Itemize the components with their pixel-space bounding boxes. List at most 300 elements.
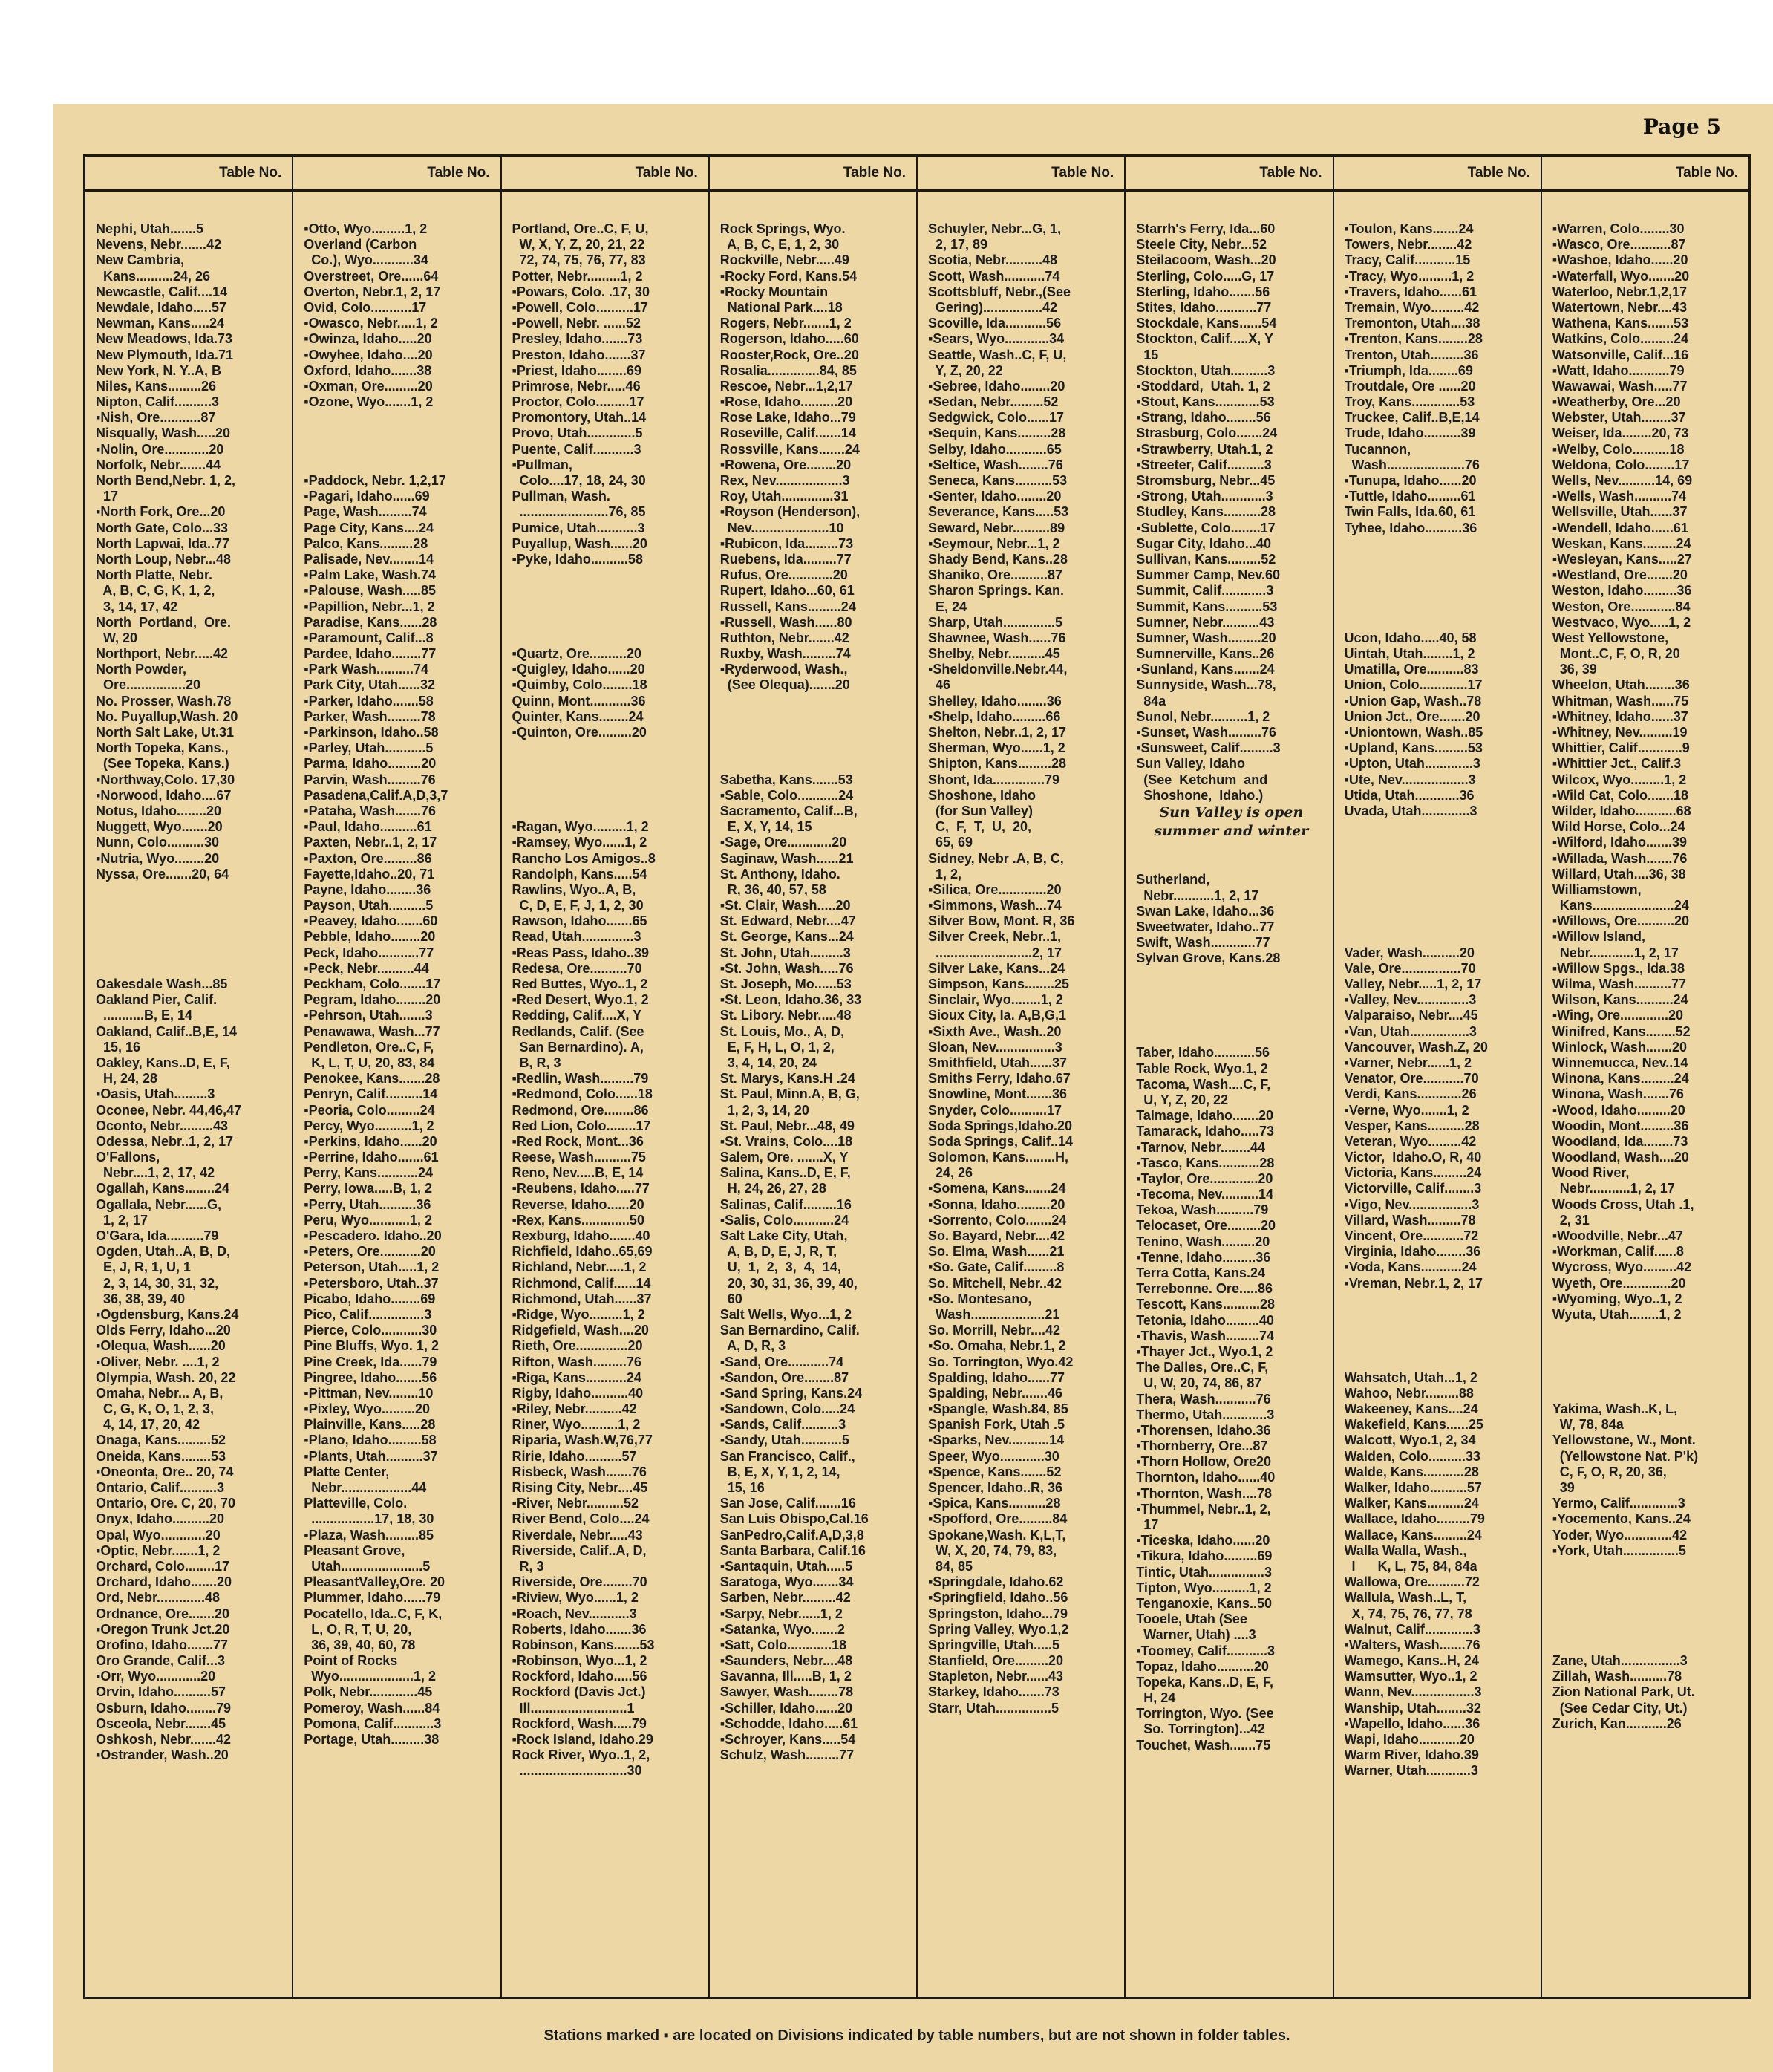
station-entry: 15, 16 [719,1480,765,1495]
station-entry: New Meadows, Ida.73 [96,331,233,347]
station-entry: Ruthton, Nebr.......42 [719,630,849,645]
station-entry: Towers, Nebr........42 [1344,237,1472,253]
station-entry: Winona, Wash.......76 [1552,1087,1684,1102]
station-entry: Wallula, Wash..L, T, [1344,1590,1467,1606]
station-entry: ▪Somena, Kans.......24 [928,1181,1066,1196]
station-entry: Platteville, Colo. [304,1496,408,1511]
station-entry [1345,819,1535,835]
station-entry: Venator, Ore...........70 [1344,1071,1479,1087]
station-entry: ▪Van, Utah................3 [1344,1023,1477,1039]
station-entry: Plainville, Kans.....28 [304,1417,436,1433]
station-entry [1345,898,1535,913]
station-entry: 72, 74, 75, 76, 77, 83 [512,253,646,268]
station-entry: Vader, Wash..........20 [1344,945,1475,960]
station-entry: Orofino, Idaho.......77 [96,1637,229,1652]
station-entry: Tintic, Utah...............3 [1136,1564,1272,1580]
station-entry: Scottsbluff, Nebr.,(See [928,284,1071,299]
station-entry [304,410,494,426]
station-entry: Palco, Kans.........28 [304,535,428,551]
station-entry: Weston, Ore............84 [1552,599,1691,614]
station-entry: Seneca, Kans..........53 [928,473,1068,488]
station-entry: Whitman, Wash......75 [1552,693,1689,708]
station-entry: Sterling, Colo.....G, 17 [1136,268,1275,284]
station-entry: San Jose, Calif.......16 [719,1496,856,1511]
station-entry: Springston, Idaho...79 [928,1606,1068,1621]
index-column [918,157,1126,1997]
station-entry: Vale, Ore................70 [1344,960,1476,976]
station-entry [1345,929,1535,945]
station-entry: Rufus, Ore............20 [719,567,848,583]
station-entry: Peru, Wyo...........1, 2 [304,1212,432,1228]
station-entry: Onaga, Kans.........52 [96,1433,226,1448]
station-entry: Orvin, Idaho..........57 [96,1684,226,1700]
station-entry: North Topeka, Kans., [96,740,229,756]
station-entry: ▪Sunsweet, Calif.........3 [1136,740,1281,756]
station-entry: Tipton, Wyo..........1, 2 [1136,1580,1272,1595]
station-entry: ▪Tunupa, Idaho......20 [1344,473,1477,488]
station-entry: ▪Sebree, Idaho........20 [928,378,1065,394]
station-entry: Yoder, Wyo.............42 [1552,1527,1688,1542]
station-entry: Salt Wells, Wyo...1, 2 [719,1306,852,1322]
station-entry: Kans..........24, 26 [96,268,211,284]
station-entry: ▪Peavey, Idaho.......60 [304,913,438,929]
station-entry: Ogallala, Nebr......G, [96,1196,222,1212]
station-entry: Victoria, Kans.........24 [1344,1165,1482,1181]
station-entry: Pullman, Wash. [512,489,610,504]
station-entry: ▪Oneonta, Ore.. 20, 74 [96,1464,234,1479]
station-entry: ▪Quigley, Idaho......20 [512,662,645,677]
station-entry: ▪Optic, Nebr.......1, 2 [96,1542,221,1558]
station-entry: Richfield, Idaho..65,69 [512,1244,653,1260]
station-entry: Parvin, Wash.........76 [304,772,436,787]
station-entry: The Dalles, Ore..C, F, [1136,1360,1269,1375]
station-entry: E, J, R, 1, U, 1 [96,1260,192,1275]
station-entry: ▪Vigo, Nev.................3 [1344,1196,1480,1212]
station-entry: ▪Pescadero. Idaho..20 [304,1228,442,1243]
station-entry: ▪Wasco, Ore...........87 [1552,237,1686,253]
station-entry: O'Fallons, [96,1150,160,1165]
station-entry: Sabetha, Kans.......53 [719,772,853,787]
station-entry: (See Olequa).......20 [719,677,850,693]
station-entry: Olds Ferry, Idaho...20 [96,1323,231,1338]
station-entry [512,599,702,615]
station-entry: Roy, Utah..............31 [719,489,849,504]
station-entry: ▪Upton, Utah.............3 [1344,756,1480,772]
station-entry: ▪Ute, Nev..................3 [1344,772,1476,787]
station-entry [1552,1622,1743,1638]
station-entry: Spanish Fork, Utah .5 [928,1417,1065,1433]
station-entry: ▪Voda, Kans...........24 [1344,1260,1477,1275]
station-entry [1345,867,1535,882]
station-entry: Nebr............1, 2, 17 [1552,945,1679,960]
station-entry: Schuyler, Nebr...G, 1, [928,221,1062,236]
station-entry: Stockton, Utah..........3 [1136,362,1276,378]
station-entry: St. Louis, Mo., A, D, [719,1023,845,1039]
station-entry: Peck, Idaho...........77 [304,945,434,960]
station-entry: Promontory, Utah..14 [512,410,647,426]
station-entry: ▪Strong, Utah............3 [1136,489,1273,504]
station-entry: U, W, 20, 74, 86, 87 [1136,1375,1262,1391]
station-entry: Rawlins, Wyo..A, B, [512,882,636,897]
index-column [502,157,710,1997]
station-entry: St. George, Kans...24 [719,929,854,945]
station-entry: Watsonville, Calif...16 [1552,347,1689,362]
station-entry: Redmond, Ore........86 [512,1102,649,1118]
station-entry [1552,1606,1743,1622]
station-entry: Starr, Utah...............5 [928,1700,1059,1716]
station-entry: ▪Reas Pass, Idaho..39 [512,945,649,960]
station-entry: Redesa, Ore..........70 [512,960,642,976]
station-entry: Pasadena,Calif.A,D,3,7 [304,787,448,803]
station-entry: Walnut, Calif.............3 [1344,1621,1480,1637]
station-entry: ▪Park Wash..........74 [304,662,429,677]
station-entry: ▪Rubicon, Ida.........73 [719,535,854,551]
station-entry: Tucannon, [1344,441,1411,457]
station-entry: ▪Willada, Wash.......76 [1552,850,1688,866]
station-entry: 2, 3, 14, 30, 31, 32, [96,1275,219,1291]
station-entry: Oro Grande, Calif...3 [96,1653,226,1669]
station-entry: Taber, Idaho...........56 [1136,1045,1270,1061]
station-entry: Shelton, Nebr..1, 2, 17 [928,725,1067,740]
station-entry: ▪Springfield, Idaho..56 [928,1590,1068,1606]
station-entry: Kans......................24 [1552,898,1689,913]
station-entry: So. Morrill, Nebr....42 [928,1323,1061,1338]
station-entry [1345,851,1535,867]
station-entry: ▪Saunders, Nebr....48 [719,1653,853,1669]
station-entry: ▪Thorn Hollow, Ore20 [1136,1454,1271,1470]
station-entry: Wathena, Kans.......53 [1552,316,1689,331]
station-entry: Gering)................42 [928,299,1058,315]
station-entry: Pierce, Colo...........30 [304,1323,437,1338]
station-entry: C, F, T, U, 20, [928,819,1032,835]
station-entry: Parma, Idaho.........20 [304,756,437,772]
station-entry: Ridgefield, Wash....20 [512,1323,649,1338]
station-entry: Nuggett, Wyo.......20 [96,819,223,835]
station-entry: Wyeth, Ore.............20 [1552,1275,1686,1291]
column-header: Table No. [502,157,708,192]
station-entry: ▪Ozone, Wyo.......1, 2 [304,394,434,410]
station-entry: West Yellowstone, [1552,630,1669,645]
station-entry: Snyder, Colo..........17 [928,1102,1062,1118]
station-entry: Ord, Nebr.............48 [96,1590,221,1606]
station-entry: Picabo, Idaho........69 [304,1291,436,1306]
station-entry: Rifton, Wash.........76 [512,1354,641,1369]
index-column [293,157,501,1997]
station-entry: Sumner, Nebr..........43 [1136,614,1275,630]
station-entry: Wilder, Idaho...........68 [1552,803,1691,818]
station-entry: Walde, Kans...........28 [1344,1464,1479,1479]
station-entry: Rossville, Kans.......24 [719,441,860,457]
station-entry: Wahoo, Nebr.........88 [1344,1385,1474,1401]
station-entry: ▪Papillion, Nebr...1, 2 [304,599,435,614]
station-entry: Tacoma, Wash....C, F, [1136,1076,1271,1092]
station-entry: Trenton, Utah.........36 [1344,347,1479,362]
index-column [1126,157,1333,1997]
station-entry: ▪Ogdensburg, Kans.24 [96,1306,239,1322]
index-column [1542,157,1748,1997]
station-entry: Shady Bend, Kans..28 [928,551,1068,567]
column-entries [1542,192,1748,1732]
station-entry: ▪Whitney, Nev.........19 [1552,725,1688,740]
station-entry [1345,552,1535,567]
station-entry [304,426,494,441]
station-entry: ▪Pittman, Nev........10 [304,1385,434,1401]
station-entry: Twin Falls, Ida.60, 61 [1344,504,1476,520]
station-entry [512,631,702,646]
station-entry: ▪St. Vrains, Colo....18 [719,1133,853,1149]
station-entry [1345,1307,1535,1323]
station-entry: W, X, Y, Z, 20, 21, 22 [512,237,645,253]
station-entry: Walker, Kans..........24 [1344,1496,1479,1511]
station-entry: ▪Toulon, Kans.......24 [1344,221,1474,236]
station-entry: Rising City, Nebr....45 [512,1480,648,1495]
station-entry: ▪Parkinson, Idaho..58 [304,725,439,740]
station-entry: ▪Schroyer, Kans.....54 [719,1732,856,1747]
station-entry: Rigby, Idaho..........40 [512,1385,644,1401]
column-header: Table No. [1542,157,1748,192]
station-entry: Winlock, Wash.......20 [1552,1039,1687,1055]
station-entry: Norfolk, Nebr.......44 [96,457,221,472]
station-entry: Tremain, Wyo.........42 [1344,299,1480,315]
station-entry: Stites, Idaho...........77 [1136,299,1272,315]
station-entry: ▪Uniontown, Wash..85 [1344,725,1483,740]
station-entry: Sunol, Nebr..........1, 2 [1136,708,1270,724]
station-entry: Sugar City, Idaho...40 [1136,535,1271,551]
index-column [85,157,293,1997]
station-entry: ▪Stoddard, Utah. 1, 2 [1136,378,1270,394]
station-entry: 84, 85 [928,1558,973,1574]
station-entry: Winnemucca, Nev..14 [1552,1055,1688,1070]
station-entry [1345,1323,1535,1338]
station-entry: Quinn, Mont...........36 [512,693,646,708]
station-entry: (See Topeka, Kans.) [96,756,229,772]
station-entry [304,442,494,457]
station-entry: ▪Senter, Idaho........20 [928,489,1062,504]
station-entry: Spencer, Idaho..R, 36 [928,1480,1063,1495]
station-entry: Paxten, Nebr..1, 2, 17 [304,835,437,850]
station-entry: Shoshone, Idaho.) [1136,787,1264,803]
station-entry: ▪Silica, Ore.............20 [928,882,1062,897]
station-entry: Penryn, Calif..........14 [304,1087,438,1102]
station-entry: Osburn, Idaho........79 [96,1700,232,1716]
station-entry: A, B, C, G, K, 1, 2, [96,583,215,599]
station-entry: Wheelon, Utah........36 [1552,677,1690,693]
station-entry: X, 74, 75, 76, 77, 78 [1344,1606,1472,1621]
station-entry: ▪Paddock, Nebr. 1,2,17 [304,473,446,488]
station-entry: Preston, Idaho.......37 [512,347,646,362]
station-entry: St. John, Utah.........3 [719,945,851,960]
station-entry: Scoville, Ida...........56 [928,316,1062,331]
station-entry: Trude, Idaho..........39 [1344,426,1476,441]
station-entry: Stockdale, Kans......54 [1136,316,1277,331]
station-entry: 20, 30, 31, 36, 39, 40, [719,1275,858,1291]
station-entry: Sacramento, Calif...B, [719,803,858,818]
station-entry: Vesper, Kans..........28 [1344,1118,1480,1133]
station-entry: Onyx, Idaho..........20 [96,1511,225,1527]
station-entry: ▪Sand, Ore...........74 [719,1354,844,1369]
station-entry: Payson, Utah..........5 [304,898,434,913]
station-entry [1345,599,1535,615]
station-entry: Soda Springs, Calif..14 [928,1133,1074,1149]
station-entry: Pleasant Grove, [304,1542,405,1558]
station-entry [1552,1638,1743,1653]
station-entry: ▪Riga, Kans...........24 [512,1369,641,1385]
station-entry: Summer Camp, Nev.60 [1136,567,1280,583]
station-entry: Newdale, Idaho.....57 [96,299,227,315]
station-entry: Utah......................5 [304,1558,431,1574]
station-entry: Rescoe, Nebr...1,2,17 [719,378,853,394]
station-entry [720,725,910,740]
station-entry [720,709,910,725]
station-entry: Pine Creek, Ida......79 [304,1354,437,1369]
station-entry: Williamstown, [1552,882,1642,897]
station-entry: Wycross, Wyo.........42 [1552,1260,1692,1275]
station-entry: Nunn, Colo..........30 [96,835,220,850]
station-entry: Wash....................21 [928,1306,1060,1322]
station-entry: ▪Willow Island, [1552,929,1645,945]
station-entry: Yellowstone, W., Mont. [1552,1433,1696,1448]
station-entry [512,740,702,756]
station-entry: Sumnerville, Kans..26 [1136,646,1275,662]
station-entry: ▪Willows, Ore..........20 [1552,913,1690,929]
station-entry: ▪Schodde, Idaho.....61 [719,1716,858,1731]
station-entry: No. Puyallup,Wash. 20 [96,708,238,724]
station-entry: 17 [1136,1517,1159,1532]
station-entry: Overton, Nebr.1, 2, 17 [304,284,441,299]
station-entry: National Park....18 [719,299,843,315]
station-entry: 3, 14, 17, 42 [96,599,178,614]
station-entry [512,583,702,599]
station-entry: Starrh's Ferry, Ida...60 [1136,221,1276,236]
station-entry: ▪Sage, Ore............20 [719,835,847,850]
station-entry: ▪Plano, Idaho.........58 [304,1433,437,1448]
station-entry: ▪Plaza, Wash.........85 [304,1527,434,1542]
station-entry: ▪Whitney, Idaho......37 [1552,708,1688,724]
station-entry: A, B, C, E, 1, 2, 30 [719,237,840,253]
station-entry: Overland (Carbon [304,237,417,253]
station-entry: H, 24 [1136,1690,1176,1706]
station-entry: Wapi, Idaho...........20 [1344,1732,1475,1747]
station-entry: Presley, Idaho.......73 [512,331,643,347]
station-entry: Seward, Nebr..........89 [928,520,1065,535]
station-entry: ▪Sands, Calif..........3 [719,1417,846,1433]
station-entry: ▪Sand Spring, Kans.24 [719,1385,863,1401]
station-entry: New Cambria, [96,253,185,268]
station-entry: St. Anthony, Idaho. [719,866,840,882]
station-entry: ▪Woodville, Nebr...47 [1552,1228,1683,1243]
station-entry: Rockford, Wash.....79 [512,1716,647,1731]
station-entry: So. Mitchell, Nebr..42 [928,1275,1062,1291]
station-entry: ▪Peck, Nebr..........44 [304,960,429,976]
station-entry: Rogerson, Idaho.....60 [719,331,859,347]
station-entry: ▪Tikura, Idaho.........69 [1136,1548,1273,1564]
station-entry: Sloan, Nev................3 [928,1039,1062,1055]
station-entry: Vancouver, Wash.Z, 20 [1344,1039,1488,1055]
station-entry: Oakesdale Wash...85 [96,977,228,991]
station-entry: Primrose, Nebr.....46 [512,378,641,394]
station-entry: ▪Wing, Ore.............20 [1552,1008,1684,1023]
station-entry: ▪Varner, Nebr......1, 2 [1344,1055,1472,1070]
station-entry: Stapleton, Nebr......43 [928,1669,1064,1684]
station-entry: C, G, K, O, 1, 2, 3, [96,1401,215,1417]
station-entry: .............................30 [512,1763,642,1779]
station-entry: ▪Sublette, Colo........17 [1136,520,1276,535]
station-entry: Tracy, Calif...........15 [1344,253,1471,268]
column-entries [293,192,500,1747]
station-entry: Riverside, Calif..A, D, [512,1542,647,1558]
station-entry: Notus, Idaho........20 [96,803,222,818]
station-entry: Pomeroy, Wash......84 [304,1700,440,1716]
station-entry [96,961,286,977]
station-entry: L, O, R, T, U, 20, [304,1621,412,1637]
station-entry: So. Bayard, Nebr....42 [928,1228,1065,1243]
station-entry: Woodin, Mont.........36 [1552,1118,1689,1133]
station-entry: ▪Reubens, Idaho.....77 [512,1181,650,1196]
station-entry [1552,1386,1743,1401]
station-entry: ▪Taylor, Ore.............20 [1136,1170,1273,1186]
station-entry: Wamego, Kans..H, 24 [1344,1653,1479,1669]
station-entry: ▪Sequin, Kans.........28 [928,426,1066,441]
station-entry: 15, 16 [96,1039,141,1055]
station-entry: Ririe, Idaho..........57 [512,1448,637,1464]
station-entry: Yakima, Wash..K, L, [1552,1401,1678,1417]
station-entry: ▪Red Rock, Mont...36 [512,1133,644,1149]
station-entry: Spalding, Idaho......77 [928,1369,1065,1385]
station-entry: Salem, Ore. .......X, Y [719,1150,849,1165]
station-entry: Niles, Kans.........26 [96,378,217,394]
station-entry: ▪Washoe, Idaho......20 [1552,253,1688,268]
station-entry: Quinter, Kans........24 [512,708,644,724]
station-entry: Weldona, Colo........17 [1552,457,1690,472]
station-entry: Valley, Nebr.....1, 2, 17 [1344,977,1482,991]
column-entries [1334,192,1541,1779]
station-entry: ▪Satt, Colo............18 [719,1637,847,1652]
station-entry [96,913,286,929]
station-entry: E, X, Y, 14, 15 [719,819,812,835]
station-entry: Page City, Kans....24 [304,520,434,535]
station-entry: San Bernardino). A, [512,1039,644,1055]
station-entry: Parker, Wash.........78 [304,708,436,724]
station-entry: Pocatello, Ida..C, F, K, [304,1606,443,1621]
station-entry: ▪Parley, Utah...........5 [304,740,434,756]
station-entry: ▪Orr, Wyo............20 [96,1669,216,1684]
column-header: Table No. [1126,157,1332,192]
station-entry: Selby, Idaho...........65 [928,441,1062,457]
station-entry: W, X, 20, 74, 79, 83, [928,1542,1057,1558]
station-entry: ▪Riview, Wyo......1, 2 [512,1590,639,1606]
station-entry: Warner, Utah............3 [1344,1763,1478,1779]
station-entry: ▪Trenton, Kans........28 [1344,331,1483,347]
station-entry: Overstreet, Ore......64 [304,268,439,284]
station-entry: Snowline, Mont.......36 [928,1087,1068,1102]
station-entry: ▪Thummel, Nebr..1, 2, [1136,1501,1271,1516]
station-entry: ▪Strang, Idaho........56 [1136,410,1271,426]
station-entry: Platte Center, [304,1464,390,1479]
station-entry: Nebr...........1, 2, 17 [1552,1181,1675,1196]
station-entry: Steilacoom, Wash...20 [1136,253,1276,268]
station-entry: ▪Olequa, Wash......20 [96,1338,226,1354]
station-entry: ▪Redlin, Wash.........79 [512,1071,649,1087]
station-entry: Zane, Utah................3 [1552,1653,1688,1669]
station-entry: ▪Salis, Colo...........24 [719,1212,849,1228]
station-entry: Salina, Kans..D, E, F, [719,1165,851,1181]
station-entry: Smiths Ferry, Idaho.67 [928,1071,1071,1087]
station-entry: ▪Oasis, Utah.........3 [96,1087,215,1102]
station-entry: Riverdale, Nebr.....43 [512,1527,643,1542]
station-entry: ▪Whittier Jct., Calif.3 [1552,756,1682,772]
station-entry: San Francisco, Calif., [719,1448,855,1464]
station-entry: ▪Sunland, Kans.......24 [1136,662,1275,677]
